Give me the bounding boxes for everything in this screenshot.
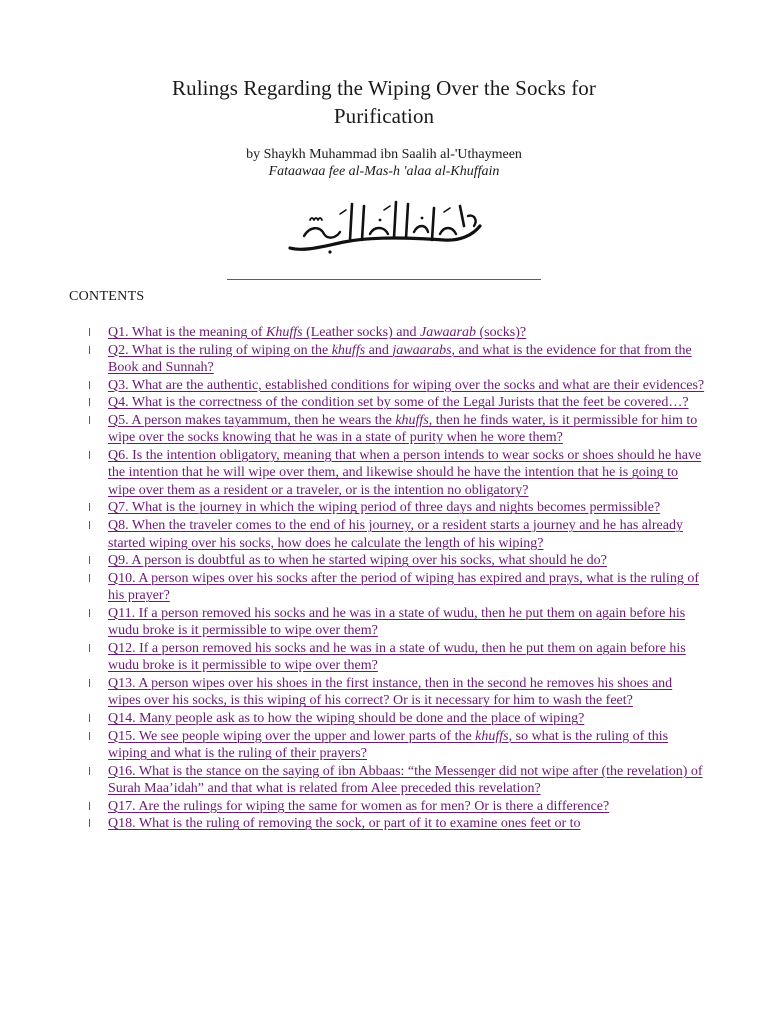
toc-item-q4 [88,394,708,412]
toc-text: Q13. A person wipes over his shoes in the first instance, then in the second he removes his shoes and wipes over his socks, is this wiping of his correct? Or is it necessary for him to wash the feet? [108,675,673,709]
toc-link-q11[interactable] [108,606,685,639]
toc-link-q15[interactable] [108,729,668,762]
toc-item-q17 [88,798,708,816]
toc-link-q1[interactable] [108,325,526,340]
toc-text: , then he finds water, is it permissible for him to wipe over the socks knowing that he was in a state of purity when he wore them? [108,412,698,446]
toc-item-q2 [88,342,708,377]
bullet-icon: l [88,571,92,585]
toc-text: (socks)? [475,325,527,340]
bullet-icon: l [88,817,92,831]
toc-link-q12[interactable] [108,641,686,674]
toc-link-q17[interactable] [108,799,609,814]
toc-text: Q1. What is the meaning of [108,325,266,340]
toc-link-q9[interactable] [108,553,607,568]
toc-term: khuffs [395,412,429,428]
toc-text: , so what is the ruling of this wiping and what is the ruling of their prayers? [108,728,669,762]
toc-item-q15 [88,728,708,763]
bullet-icon: l [88,413,92,427]
toc-link-q18[interactable] [108,816,581,831]
toc-text: Q17. Are the rulings for wiping the same for women as for men? Or is there a difference? [108,798,610,814]
toc-item-q11 [88,605,708,640]
toc-term: khuffs [331,342,366,358]
toc-item-q10 [88,570,708,605]
toc-term: Jawaarab [419,325,476,340]
toc-text: Q10. A person wipes over his socks after the period of wiping has expired and prays, what is the ruling of his prayer? [108,570,699,604]
toc-link-q7[interactable] [108,500,660,515]
toc-item-q12 [88,640,708,675]
bullet-icon: l [88,554,92,568]
basmala-calligraphy-icon [284,196,484,256]
bullet-icon: l [88,396,92,410]
bullet-icon: l [88,501,92,515]
author-line: by Shaykh Muhammad ibn Saalih al-'Uthaymeen [246,147,522,162]
toc-text: Q9. A person is doubtful as to when he started wiping over his socks, what should he do? [108,553,607,569]
toc-item-q5 [88,412,708,447]
bullet-icon: l [88,378,92,392]
bullet-icon: l [88,606,92,620]
toc-text: and [365,342,393,358]
toc-link-q6[interactable] [108,448,701,498]
toc-text: Q15. We see people wiping over the upper and lower parts of the [108,728,476,744]
toc-text: Q8. When the traveler comes to the end of his journey, or a resident starts a journey and he has already started wiping over his socks, how does he calculate the length of his wiping? [108,518,683,551]
title-line-1: Rulings Regarding the Wiping Over the Socks for [172,76,596,100]
toc-term: jawaarabs [392,342,452,358]
bullet-icon: l [88,712,92,726]
toc-link-q13[interactable] [108,676,672,709]
toc-item-q6 [88,447,708,500]
toc-text: (Leather socks) and [302,325,420,340]
toc-item-q7 [88,499,708,517]
toc-item-q13 [88,675,708,710]
bullet-icon: l [88,764,92,778]
toc-item-q14 [88,710,708,728]
bullet-icon: l [88,729,92,743]
document-title [0,74,768,130]
toc-item-q3 [88,377,708,395]
toc-link-q2[interactable] [108,343,692,376]
toc-text: Q11. If a person removed his socks and he was in a state of wudu, then he put them on again before his wudu broke is it permissible to wipe over them? [108,605,686,639]
bullet-icon: l [88,448,92,462]
toc-link-q10[interactable] [108,571,699,604]
toc-term: Khuffs [266,325,303,340]
toc-text: Q6. Is the intention obligatory, meaning that when a person intends to wear socks or shoes should he have the intention that he will wipe over them, and likewise should he have the intention that he is going to wipe over them as a resident or a traveler, or is the intention no obligatory? [108,447,702,498]
toc-text: Q18. What is the ruling of removing the sock, or part of it to examine ones feet or to [108,816,581,832]
toc-link-q4[interactable] [108,395,689,410]
bullet-icon: l [88,519,92,533]
toc-link-q16[interactable] [108,764,703,797]
toc-item-q9 [88,552,708,570]
toc-link-q3[interactable] [108,378,704,393]
toc-text: Q12. If a person removed his socks and he was in a state of wudu, then he put them on again before his wudu broke is it permissible to wipe over them? [108,640,686,674]
toc-term: khuffs [475,728,509,744]
toc-text: , and what is the evidence for that from the Book and Sunnah? [108,342,692,376]
toc-text: Q2. What is the ruling of wiping on the [108,342,332,358]
bullet-icon: l [88,326,92,339]
toc-text: Q16. What is the stance on the saying of ibn Abbaas: “the Messenger did not wipe after (the revelation) of Surah Maa’idah” and that what is related from Alee preceded this revelation? [108,763,703,797]
toc-link-q8[interactable] [108,518,683,551]
toc-item-q18 [88,815,708,833]
toc-item-q1 [88,324,708,342]
contents-heading: CONTENTS [69,289,145,304]
divider-rule [227,279,541,280]
toc-text: Q14. Many people ask as to how the wiping should be done and the place of wiping? [108,711,585,727]
bullet-icon: l [88,676,92,690]
bullet-icon: l [88,799,92,813]
toc-text: Q7. What is the journey in which the wiping period of three days and nights becomes permissible? [108,500,661,516]
bullet-icon: l [88,641,92,655]
toc-link-q14[interactable] [108,711,584,726]
toc-text: Q5. A person makes tayammum, then he wears the [108,412,396,428]
toc-text: Q4. What is the correctness of the condition set by some of the Legal Jurists that the feet be covered…? [108,395,689,411]
toc-item-q8 [88,517,708,552]
toc-text: Q3. What are the authentic, established conditions for wiping over the socks and what are their evidences? [108,377,705,393]
title-line-2: Purification [333,104,435,128]
toc-link-q5[interactable] [108,413,697,446]
bullet-icon: l [88,343,92,357]
source-line: Fataawaa fee al-Mas-h 'alaa al-Khuffain [268,164,500,179]
table-of-contents [88,324,708,833]
toc-item-q16 [88,763,708,798]
